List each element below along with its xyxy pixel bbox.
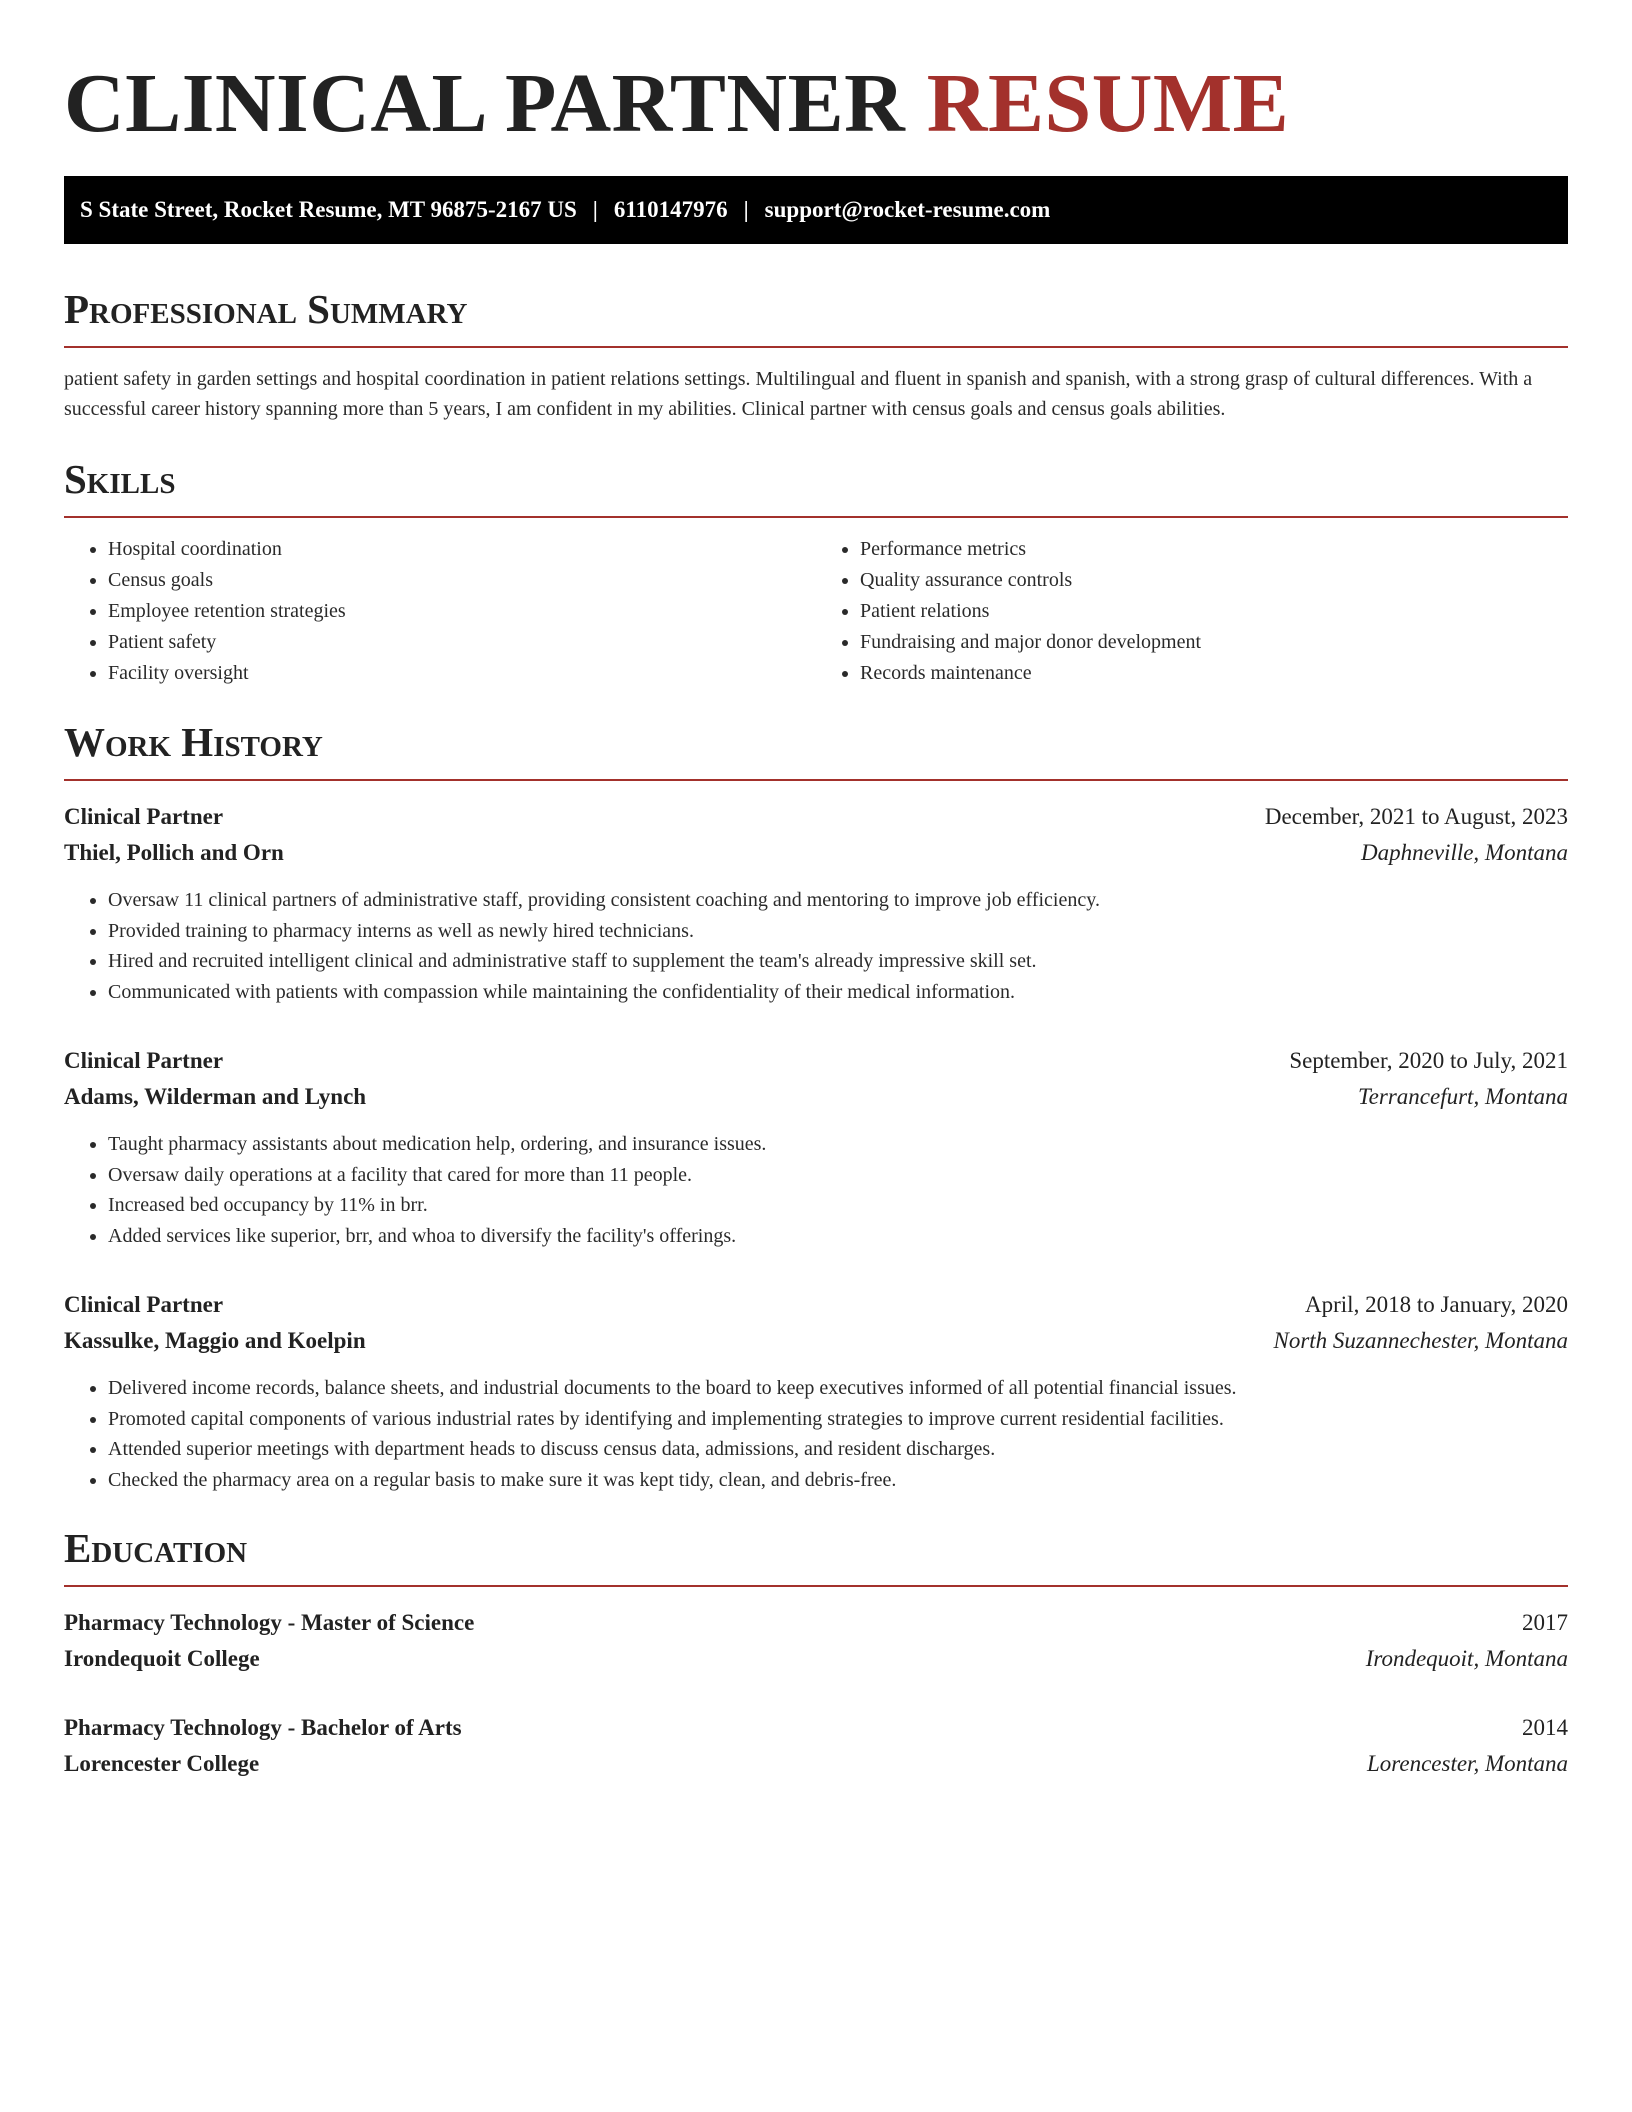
job-bullet: • Hired and recruited intelligent clinical and administrative staff to supplement the team's already impressive skill set. bbox=[108, 946, 1568, 977]
contact-bar bbox=[64, 176, 1568, 244]
skill-item: • Employee retention strategies bbox=[108, 596, 816, 627]
job-bullet: • Checked the pharmacy area on a regular basis to make sure it was kept tidy, clean, and debris-free. bbox=[108, 1465, 1568, 1496]
job-dates: April, 2018 to January, 2020 bbox=[1305, 1292, 1568, 1317]
summary-heading: Professional Summary bbox=[64, 284, 1568, 348]
work-history-section bbox=[64, 717, 1568, 1495]
skills-column-right bbox=[816, 534, 1568, 689]
education-school-row bbox=[64, 1641, 1568, 1677]
job-company-row bbox=[64, 1323, 1568, 1359]
education-location: Irondequoit, Montana bbox=[1365, 1646, 1568, 1671]
job-company: Kassulke, Maggio and Koelpin bbox=[64, 1328, 366, 1353]
education-heading: Education bbox=[64, 1523, 1568, 1587]
skill-item: • Hospital coordination bbox=[108, 534, 816, 565]
job-location: North Suzannechester, Montana bbox=[1273, 1328, 1568, 1353]
skills-section bbox=[64, 454, 1568, 689]
job-bullet: • Increased bed occupancy by 11% in brr. bbox=[108, 1190, 1568, 1221]
skill-item: • Facility oversight bbox=[108, 658, 816, 689]
job-bullet: • Attended superior meetings with department heads to discuss census data, admissions, and resident discharges. bbox=[108, 1434, 1568, 1465]
skill-item: • Performance metrics bbox=[860, 534, 1568, 565]
job-company: Thiel, Pollich and Orn bbox=[64, 840, 284, 865]
education-location: Lorencester, Montana bbox=[1366, 1751, 1568, 1776]
education-degree: Pharmacy Technology - Master of Science bbox=[64, 1610, 475, 1635]
summary-text: patient safety in garden settings and hospital coordination in patient relations settings. Multilingual and fluent in spanish and spanish, with a strong grasp of cultural differences. With a successful career history spanning more than 5 years, I am confident in my abilities. Clinical partner with census goals and census goals abilities. bbox=[64, 368, 1533, 420]
job-bullet: • Added services like superior, brr, and whoa to diversify the facility's offerings. bbox=[108, 1221, 1568, 1252]
education-school-row bbox=[64, 1746, 1568, 1782]
education-entry bbox=[64, 1710, 1568, 1782]
job-bullets bbox=[64, 1129, 1568, 1251]
skills-heading: Skills bbox=[64, 454, 1568, 518]
job-entry bbox=[64, 1043, 1568, 1251]
summary-section bbox=[64, 284, 1568, 424]
skill-item: • Patient relations bbox=[860, 596, 1568, 627]
education-entry bbox=[64, 1605, 1568, 1677]
job-title: Clinical Partner bbox=[64, 1048, 224, 1073]
skill-item: • Patient safety bbox=[108, 627, 816, 658]
title-main: CLINICAL PARTNER bbox=[64, 57, 906, 150]
skill-item: • Census goals bbox=[108, 565, 816, 596]
job-bullet: • Taught pharmacy assistants about medication help, ordering, and insurance issues. bbox=[108, 1129, 1568, 1160]
job-entry bbox=[64, 1287, 1568, 1495]
education-header-row bbox=[64, 1710, 1568, 1746]
job-company: Adams, Wilderman and Lynch bbox=[64, 1084, 367, 1109]
education-school: Irondequoit College bbox=[64, 1646, 260, 1671]
skills-column-left bbox=[64, 534, 816, 689]
resume-title bbox=[64, 52, 1568, 156]
job-bullets bbox=[64, 885, 1568, 1007]
contact-separator: | bbox=[743, 197, 749, 222]
skills-list bbox=[64, 534, 1568, 689]
job-company-row bbox=[64, 835, 1568, 871]
education-year: 2014 bbox=[1522, 1715, 1568, 1740]
education-year: 2017 bbox=[1522, 1610, 1568, 1635]
job-location: Daphneville, Montana bbox=[1361, 840, 1568, 865]
education-section bbox=[64, 1523, 1568, 1782]
job-location: Terrancefurt, Montana bbox=[1358, 1084, 1568, 1109]
job-header-row bbox=[64, 1287, 1568, 1323]
education-header-row bbox=[64, 1605, 1568, 1641]
job-bullets bbox=[64, 1373, 1568, 1495]
job-bullet: • Promoted capital components of various industrial rates by identifying and implementing strategies to improve current residential facilities. bbox=[108, 1404, 1568, 1435]
skill-item: • Records maintenance bbox=[860, 658, 1568, 689]
job-header-row bbox=[64, 1043, 1568, 1079]
job-bullet: • Delivered income records, balance sheets, and industrial documents to the board to keep executives informed of all potential financial issues. bbox=[108, 1373, 1568, 1404]
job-title: Clinical Partner bbox=[64, 804, 224, 829]
job-dates: September, 2020 to July, 2021 bbox=[1289, 1048, 1568, 1073]
title-accent: RESUME bbox=[926, 57, 1290, 150]
job-bullet: • Provided training to pharmacy interns as well as newly hired technicians. bbox=[108, 916, 1568, 947]
contact-phone: 6110147976 bbox=[613, 197, 728, 222]
job-entry bbox=[64, 799, 1568, 1007]
job-company-row bbox=[64, 1079, 1568, 1115]
contact-address: S State Street, Rocket Resume, MT 96875-2167 US bbox=[80, 197, 577, 222]
job-dates: December, 2021 to August, 2023 bbox=[1264, 804, 1568, 829]
contact-separator: | bbox=[592, 197, 598, 222]
job-bullet: • Oversaw 11 clinical partners of administrative staff, providing consistent coaching and mentoring to improve job efficiency. bbox=[108, 885, 1568, 916]
contact-email: support@rocket-resume.com bbox=[764, 197, 1051, 222]
work-history-heading: Work History bbox=[64, 717, 1568, 781]
job-header-row bbox=[64, 799, 1568, 835]
job-title: Clinical Partner bbox=[64, 1292, 224, 1317]
education-degree: Pharmacy Technology - Bachelor of Arts bbox=[64, 1715, 462, 1740]
skill-item: • Fundraising and major donor development bbox=[860, 627, 1568, 658]
skill-item: • Quality assurance controls bbox=[860, 565, 1568, 596]
job-bullet: • Communicated with patients with compassion while maintaining the confidentiality of their medical information. bbox=[108, 977, 1568, 1008]
education-school: Lorencester College bbox=[64, 1751, 260, 1776]
job-bullet: • Oversaw daily operations at a facility that cared for more than 11 people. bbox=[108, 1160, 1568, 1191]
